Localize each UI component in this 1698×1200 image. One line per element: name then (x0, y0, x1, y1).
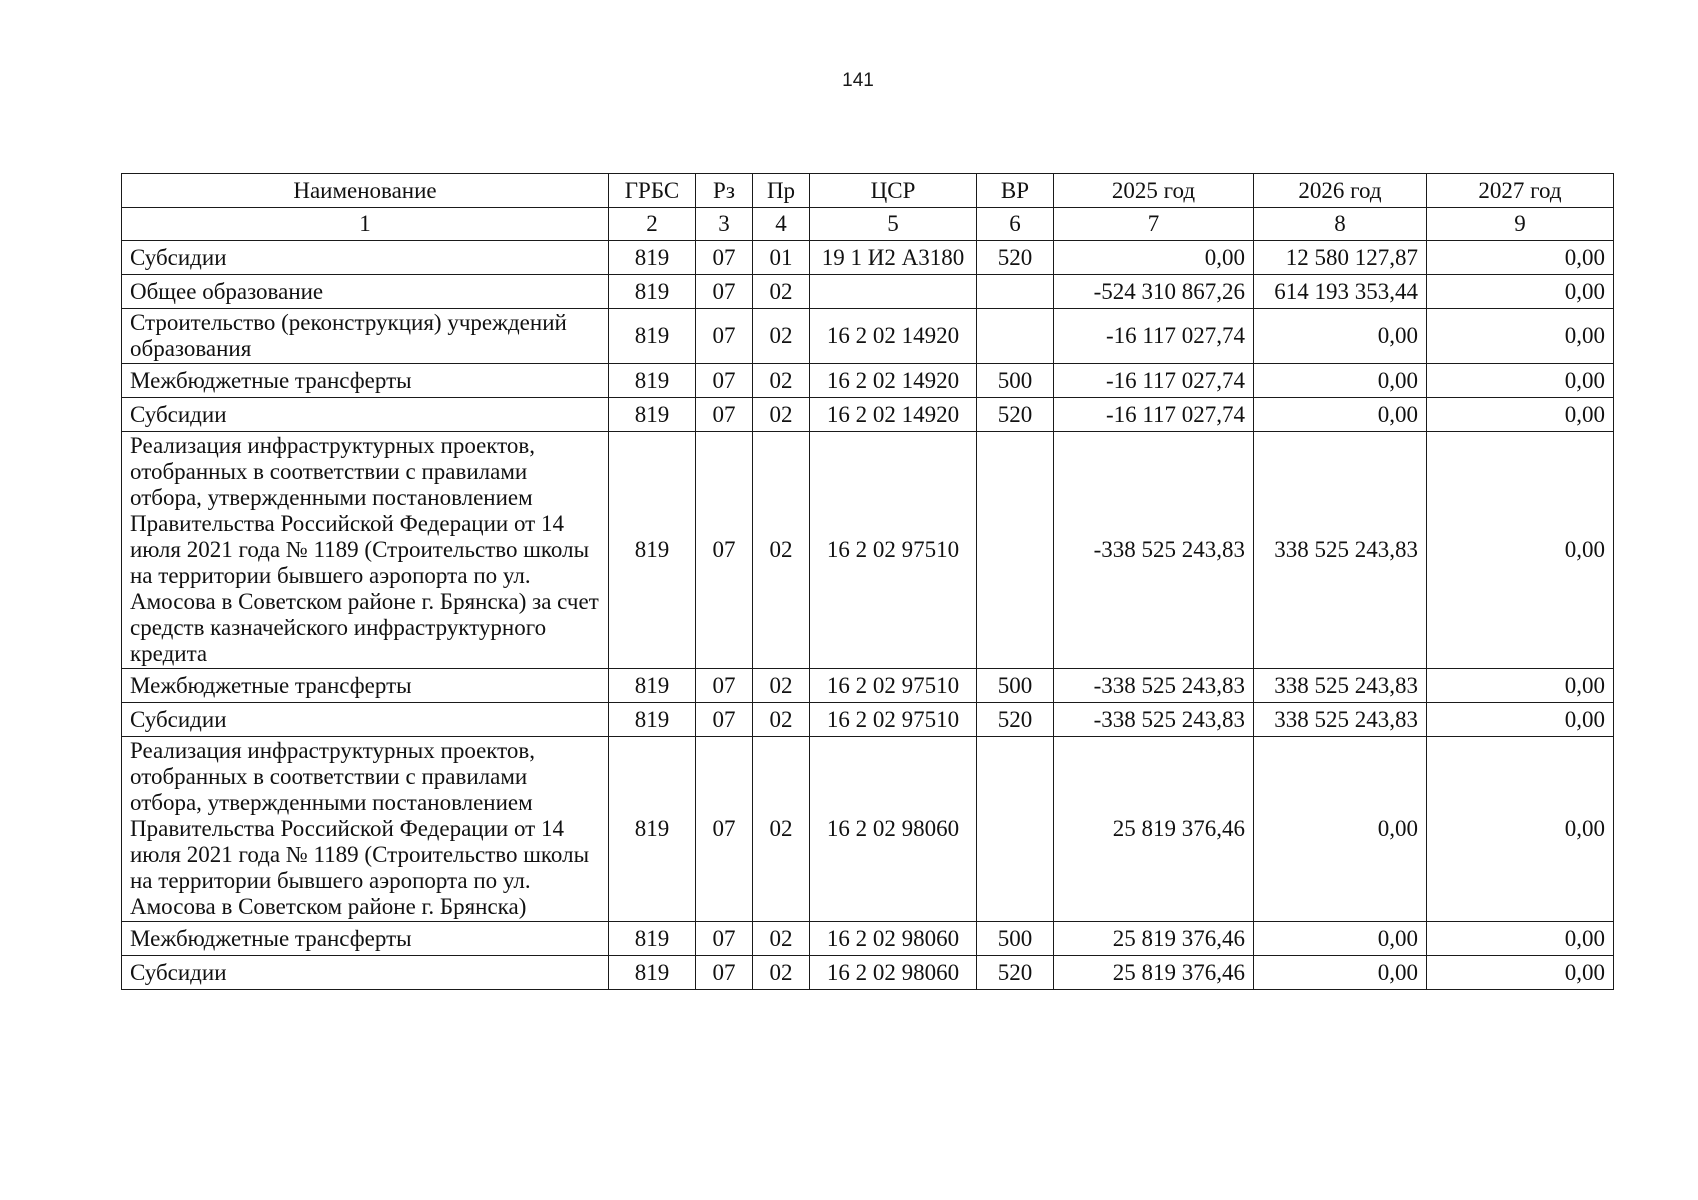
vr-cell (977, 309, 1054, 364)
vr-cell (977, 432, 1054, 669)
amount-2026-cell: 338 525 243,83 (1254, 703, 1427, 737)
amount-2027-cell: 0,00 (1427, 309, 1614, 364)
pr-cell: 02 (753, 669, 810, 703)
pr-cell: 02 (753, 922, 810, 956)
table-row (122, 703, 1614, 737)
name-cell: Межбюджетные трансферты (122, 364, 609, 398)
page-number: 141 (842, 70, 874, 91)
csr-cell (810, 275, 977, 309)
amount-2027-cell: 0,00 (1427, 669, 1614, 703)
header-cell: 2026 год (1254, 174, 1427, 208)
name-cell: Межбюджетные трансферты (122, 922, 609, 956)
amount-2025-cell: 25 819 376,46 (1054, 737, 1254, 922)
rz-cell: 07 (696, 432, 753, 669)
amount-2027-cell: 0,00 (1427, 737, 1614, 922)
pr-cell: 02 (753, 432, 810, 669)
name-cell: Реализация инфраструктурных проектов, отобранных в соответствии с правилами отбора, утвержденными постановлением Правительства Российской Федерации от 14 июля 2021 года № 1189 (Строительство школы на территории бывшего аэропорта по ул. Амосова в Советском районе г. Брянска) за счет средств казначейского инфраструктурного кредита (122, 432, 609, 669)
table-row (122, 432, 1614, 669)
column-number-cell: 6 (977, 208, 1054, 241)
table-row (122, 737, 1614, 922)
amount-2026-cell: 338 525 243,83 (1254, 669, 1427, 703)
grbs-cell: 819 (609, 364, 696, 398)
amount-2027-cell: 0,00 (1427, 275, 1614, 309)
amount-2026-cell: 614 193 353,44 (1254, 275, 1427, 309)
header-cell: Пр (753, 174, 810, 208)
pr-cell: 02 (753, 956, 810, 990)
table-row (122, 956, 1614, 990)
csr-cell: 16 2 02 97510 (810, 432, 977, 669)
amount-2027-cell: 0,00 (1427, 364, 1614, 398)
name-cell: Общее образование (122, 275, 609, 309)
grbs-cell: 819 (609, 309, 696, 364)
vr-cell: 500 (977, 922, 1054, 956)
grbs-cell: 819 (609, 398, 696, 432)
grbs-cell: 819 (609, 275, 696, 309)
name-cell: Межбюджетные трансферты (122, 669, 609, 703)
amount-2027-cell: 0,00 (1427, 432, 1614, 669)
table-row (122, 309, 1614, 364)
amount-2026-cell: 0,00 (1254, 364, 1427, 398)
pr-cell: 02 (753, 364, 810, 398)
grbs-cell: 819 (609, 956, 696, 990)
pr-cell: 02 (753, 398, 810, 432)
amount-2025-cell: 0,00 (1054, 241, 1254, 275)
table-row (122, 669, 1614, 703)
vr-cell (977, 275, 1054, 309)
name-cell: Субсидии (122, 703, 609, 737)
amount-2026-cell: 338 525 243,83 (1254, 432, 1427, 669)
rz-cell: 07 (696, 922, 753, 956)
amount-2025-cell: -16 117 027,74 (1054, 398, 1254, 432)
header-cell: Наименование (122, 174, 609, 208)
amount-2025-cell: -338 525 243,83 (1054, 432, 1254, 669)
rz-cell: 07 (696, 956, 753, 990)
amount-2025-cell: -338 525 243,83 (1054, 703, 1254, 737)
csr-cell: 16 2 02 14920 (810, 309, 977, 364)
amount-2027-cell: 0,00 (1427, 922, 1614, 956)
csr-cell: 19 1 И2 А3180 (810, 241, 977, 275)
vr-cell: 500 (977, 364, 1054, 398)
column-number-cell: 5 (810, 208, 977, 241)
amount-2025-cell: 25 819 376,46 (1054, 956, 1254, 990)
grbs-cell: 819 (609, 669, 696, 703)
column-number-cell: 3 (696, 208, 753, 241)
column-number-cell: 2 (609, 208, 696, 241)
column-number-cell: 9 (1427, 208, 1614, 241)
pr-cell: 02 (753, 703, 810, 737)
csr-cell: 16 2 02 98060 (810, 956, 977, 990)
header-cell: ВР (977, 174, 1054, 208)
vr-cell: 520 (977, 241, 1054, 275)
rz-cell: 07 (696, 703, 753, 737)
header-cell: 2025 год (1054, 174, 1254, 208)
csr-cell: 16 2 02 97510 (810, 669, 977, 703)
table-row (122, 241, 1614, 275)
name-cell: Субсидии (122, 241, 609, 275)
grbs-cell: 819 (609, 737, 696, 922)
column-number-cell: 8 (1254, 208, 1427, 241)
rz-cell: 07 (696, 398, 753, 432)
grbs-cell: 819 (609, 922, 696, 956)
vr-cell: 520 (977, 956, 1054, 990)
amount-2025-cell: -524 310 867,26 (1054, 275, 1254, 309)
column-number-row (122, 208, 1614, 241)
rz-cell: 07 (696, 309, 753, 364)
rz-cell: 07 (696, 275, 753, 309)
vr-cell (977, 737, 1054, 922)
header-cell: ЦСР (810, 174, 977, 208)
header-cell: Рз (696, 174, 753, 208)
amount-2026-cell: 0,00 (1254, 309, 1427, 364)
csr-cell: 16 2 02 98060 (810, 737, 977, 922)
amount-2027-cell: 0,00 (1427, 398, 1614, 432)
column-number-cell: 4 (753, 208, 810, 241)
header-cell: ГРБС (609, 174, 696, 208)
grbs-cell: 819 (609, 241, 696, 275)
grbs-cell: 819 (609, 432, 696, 669)
amount-2026-cell: 0,00 (1254, 737, 1427, 922)
amount-2026-cell: 0,00 (1254, 956, 1427, 990)
amount-2025-cell: -16 117 027,74 (1054, 364, 1254, 398)
name-cell: Строительство (реконструкция) учреждений образования (122, 309, 609, 364)
budget-table (121, 173, 1614, 990)
pr-cell: 02 (753, 275, 810, 309)
column-number-cell: 1 (122, 208, 609, 241)
amount-2025-cell: 25 819 376,46 (1054, 922, 1254, 956)
csr-cell: 16 2 02 97510 (810, 703, 977, 737)
vr-cell: 520 (977, 398, 1054, 432)
grbs-cell: 819 (609, 703, 696, 737)
amount-2027-cell: 0,00 (1427, 956, 1614, 990)
header-row (122, 174, 1614, 208)
rz-cell: 07 (696, 364, 753, 398)
table-row (122, 398, 1614, 432)
table-row (122, 364, 1614, 398)
pr-cell: 02 (753, 737, 810, 922)
name-cell: Субсидии (122, 398, 609, 432)
table-row (122, 275, 1614, 309)
pr-cell: 01 (753, 241, 810, 275)
vr-cell: 520 (977, 703, 1054, 737)
name-cell: Реализация инфраструктурных проектов, отобранных в соответствии с правилами отбора, утвержденными постановлением Правительства Российской Федерации от 14 июля 2021 года № 1189 (Строительство школы на территории бывшего аэропорта по ул. Амосова в Советском районе г. Брянска) (122, 737, 609, 922)
table-row (122, 922, 1614, 956)
amount-2026-cell: 0,00 (1254, 922, 1427, 956)
column-number-cell: 7 (1054, 208, 1254, 241)
amount-2026-cell: 0,00 (1254, 398, 1427, 432)
amount-2025-cell: -338 525 243,83 (1054, 669, 1254, 703)
rz-cell: 07 (696, 241, 753, 275)
rz-cell: 07 (696, 737, 753, 922)
rz-cell: 07 (696, 669, 753, 703)
name-cell: Субсидии (122, 956, 609, 990)
amount-2027-cell: 0,00 (1427, 241, 1614, 275)
csr-cell: 16 2 02 14920 (810, 364, 977, 398)
header-cell: 2027 год (1427, 174, 1614, 208)
amount-2025-cell: -16 117 027,74 (1054, 309, 1254, 364)
amount-2027-cell: 0,00 (1427, 703, 1614, 737)
vr-cell: 500 (977, 669, 1054, 703)
amount-2026-cell: 12 580 127,87 (1254, 241, 1427, 275)
pr-cell: 02 (753, 309, 810, 364)
csr-cell: 16 2 02 98060 (810, 922, 977, 956)
csr-cell: 16 2 02 14920 (810, 398, 977, 432)
